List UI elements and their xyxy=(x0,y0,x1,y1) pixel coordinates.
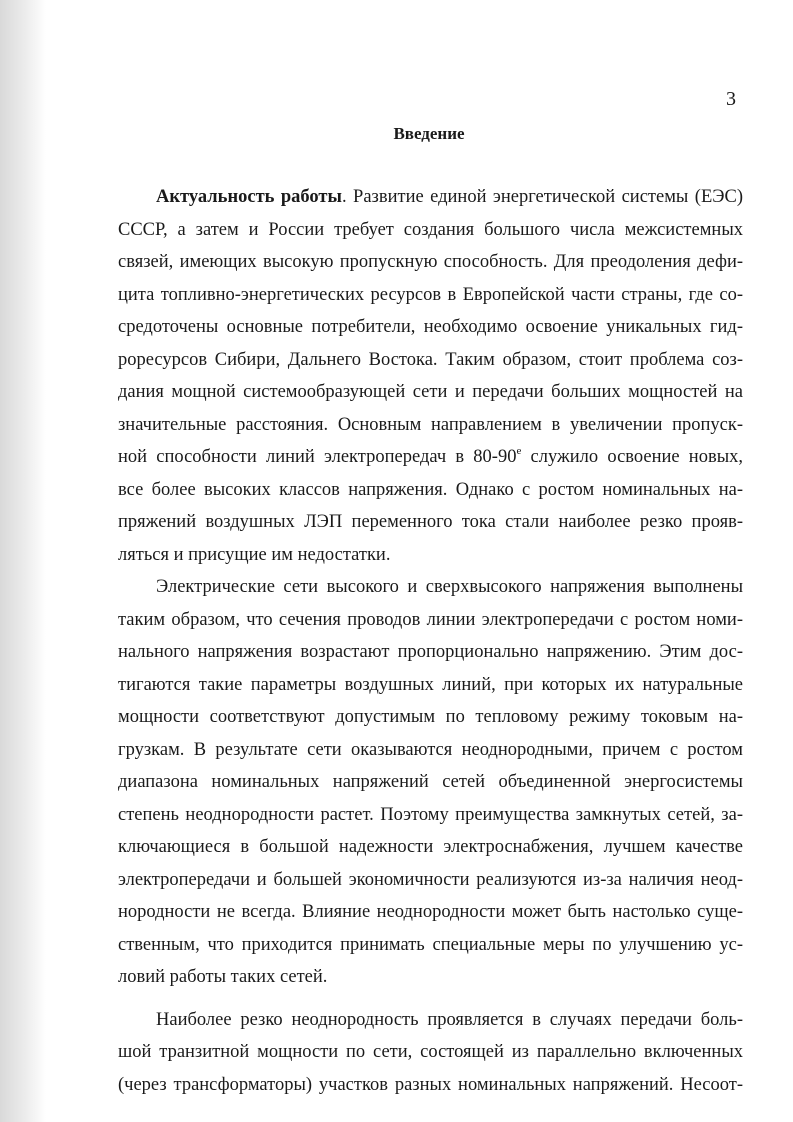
paragraph-networks xyxy=(118,571,743,994)
paragraph-transit xyxy=(118,1004,743,1102)
text-line: значительные расстояния. Основным направлением в увеличении пропуск- xyxy=(118,414,743,435)
text-line: диапазона номинальных напряжений сетей объединенной энергосистемы xyxy=(118,772,743,792)
text-line: таким образом, что сечения проводов линии электропередачи с ростом номи- xyxy=(118,609,743,630)
text-line: шой транзитной мощности по сети, состоящей из параллельно включенных xyxy=(118,1042,743,1062)
page-number: 3 xyxy=(726,88,736,110)
text-line: средоточены основные потребители, необходимо освоение уникальных гид- xyxy=(118,317,743,337)
superscript: е xyxy=(516,445,522,457)
text-line: СССР, а затем и России требует создания большого числа межсистемных xyxy=(118,219,743,240)
text-line xyxy=(118,181,743,214)
text-line: роресурсов Сибири, Дальнего Востока. Таким образом, стоит проблема соз- xyxy=(118,349,743,370)
text-line: пряжений воздушных ЛЭП переменного тока стали наиболее резко прояв- xyxy=(118,512,743,532)
section-title: Введение xyxy=(393,124,465,143)
text-line: ственным, что приходится принимать специальные меры по улучшению ус- xyxy=(118,934,743,955)
paragraph-gap xyxy=(118,994,743,1004)
text-line: электропередачи и большей экономичности реализуются из-за наличия неод- xyxy=(118,869,743,890)
line-text: ной способности линий электропередач в 80-90 xyxy=(118,447,517,467)
scan-edge-shadow xyxy=(0,0,46,1122)
text-line: нального напряжения возрастают пропорционально напряжению. Этим дос- xyxy=(118,642,743,662)
text-line: связей, имеющих высокую пропускную способность. Для преодоления дефи- xyxy=(118,252,743,272)
text-line: ключающиеся в большой надежности электроснабжения, лучшем качестве xyxy=(118,837,743,857)
text-line: ляться и присущие им недостатки. xyxy=(118,544,391,565)
text-line: грузкам. В результате сети оказываются неоднородными, причем с ростом xyxy=(118,739,743,760)
paragraph-relevance xyxy=(118,181,743,571)
text-line: дания мощной системообразующей сети и передачи больших мощностей на xyxy=(118,382,743,402)
text-line: Электрические сети высокого и сверхвысокого напряжения выполнены xyxy=(156,577,743,597)
line-text: . Развитие единой энергетической системы (ЕЭС) xyxy=(341,187,743,207)
text-line: все более высоких классов напряжения. Однако с ростом номинальных на- xyxy=(118,479,743,500)
text-line: нородности не всегда. Влияние неоднородности может быть настолько суще- xyxy=(118,902,743,922)
text-line: (через трансформаторы) участков разных номинальных напряжений. Несоот- xyxy=(118,1074,743,1095)
text-line: Наиболее резко неоднородность проявляется в случаях передачи боль- xyxy=(156,1009,743,1030)
relevance-heading: Актуальность работы xyxy=(156,187,342,207)
text-line: цита топливно-энергетических ресурсов в Европейской части страны, где со- xyxy=(118,284,743,305)
text-line: тигаются такие параметры воздушных линий, при которых их натуральные xyxy=(118,674,743,695)
text-line: мощности соответствуют допустимым по тепловому режиму токовым на- xyxy=(118,707,743,727)
line-text: служило освоение новых, xyxy=(521,447,743,467)
text-line: степень неоднородности растет. Поэтому преимущества замкнутых сетей, за- xyxy=(118,804,743,825)
text-line: ловий работы таких сетей. xyxy=(118,967,328,987)
text-line xyxy=(118,441,743,474)
document-body xyxy=(118,181,743,1101)
